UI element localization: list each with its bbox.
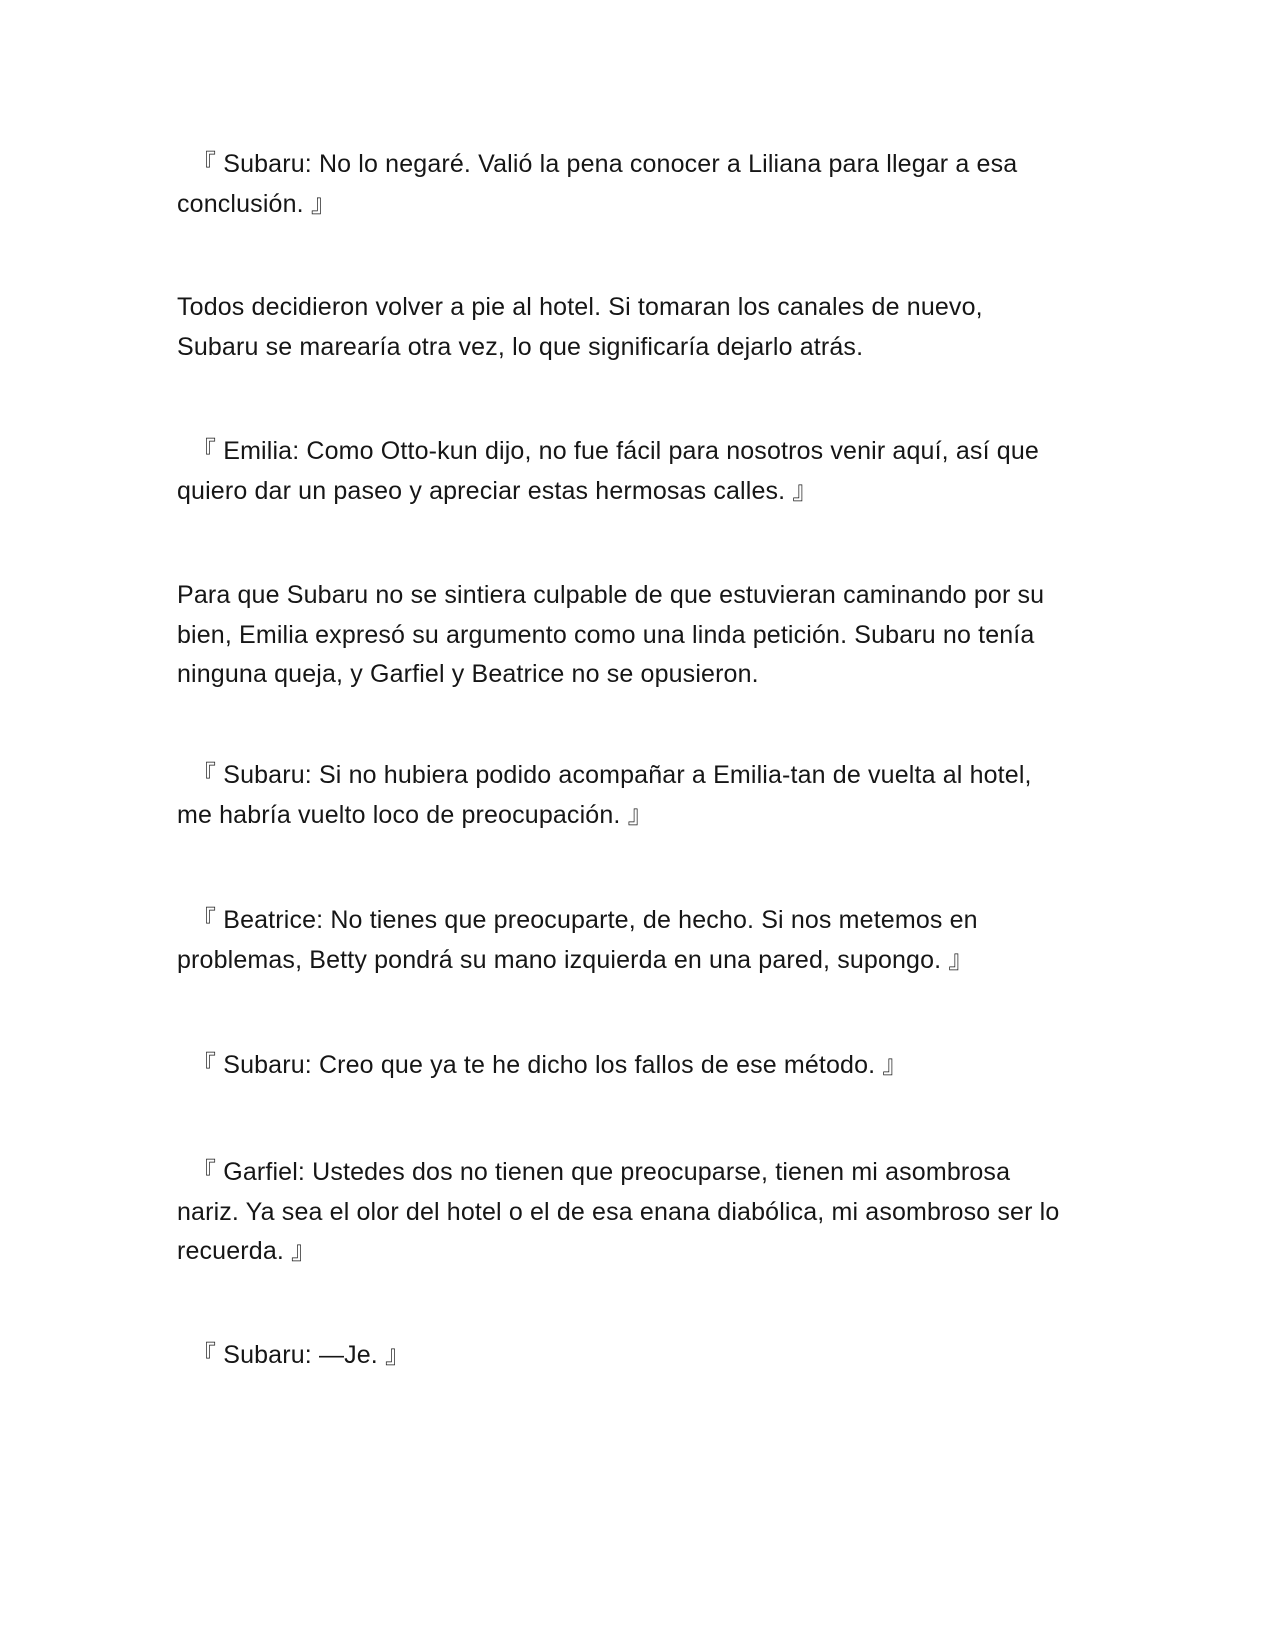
text-line: 『 Garfiel: Ustedes dos no tienen que preocuparse, tienen mi asombrosa — [191, 1158, 1011, 1186]
text-line: 『 Subaru: Si no hubiera podido acompañar a Emilia-tan de vuelta al hotel, — [191, 761, 1032, 789]
narration-request — [177, 576, 1107, 695]
dialogue-subaru-1 — [177, 145, 1107, 224]
dialogue-beatrice — [177, 901, 1107, 980]
text-line: Subaru se marearía otra vez, lo que significaría dejarlo atrás. — [177, 332, 864, 361]
text-line: 『 Subaru: No lo negaré. Valió la pena conocer a Liliana para llegar a esa — [191, 150, 1018, 178]
narration-walk-back — [177, 288, 1107, 367]
dialogue-subaru-2 — [177, 756, 1107, 835]
text-line: conclusión. 』 — [177, 189, 336, 218]
dialogue-subaru-3 — [177, 1046, 1107, 1086]
text-line: Todos decidieron volver a pie al hotel. Si tomaran los canales de nuevo, — [177, 293, 983, 321]
text-line: 『 Subaru: Creo que ya te he dicho los fallos de ese método. 』 — [191, 1051, 908, 1079]
text-line: nariz. Ya sea el olor del hotel o el de esa enana diabólica, mi asombroso ser lo — [177, 1197, 1060, 1226]
text-line: me habría vuelto loco de preocupación. 』 — [177, 800, 653, 829]
text-line: quiero dar un paseo y apreciar estas hermosas calles. 』 — [177, 476, 818, 505]
dialogue-emilia — [177, 432, 1107, 511]
text-line: 『 Emilia: Como Otto-kun dijo, no fue fácil para nosotros venir aquí, así que — [191, 437, 1039, 465]
text-line: recuerda. 』 — [177, 1237, 317, 1265]
dialogue-garfiel — [177, 1153, 1107, 1272]
text-line: 『 Beatrice: No tienes que preocuparte, de hecho. Si nos metemos en — [191, 906, 978, 934]
text-line: problemas, Betty pondrá su mano izquierda en una pared, supongo. 』 — [177, 945, 974, 974]
text-line: Para que Subaru no se sintiera culpable de que estuvieran caminando por su — [177, 581, 1045, 609]
text-line: 『 Subaru: —Je. 』 — [191, 1341, 411, 1369]
text-line: ninguna queja, y Garfiel y Beatrice no se opusieron. — [177, 660, 759, 688]
text-line: bien, Emilia expresó su argumento como una linda petición. Subaru no tenía — [177, 620, 1035, 649]
dialogue-subaru-4 — [177, 1336, 1107, 1376]
